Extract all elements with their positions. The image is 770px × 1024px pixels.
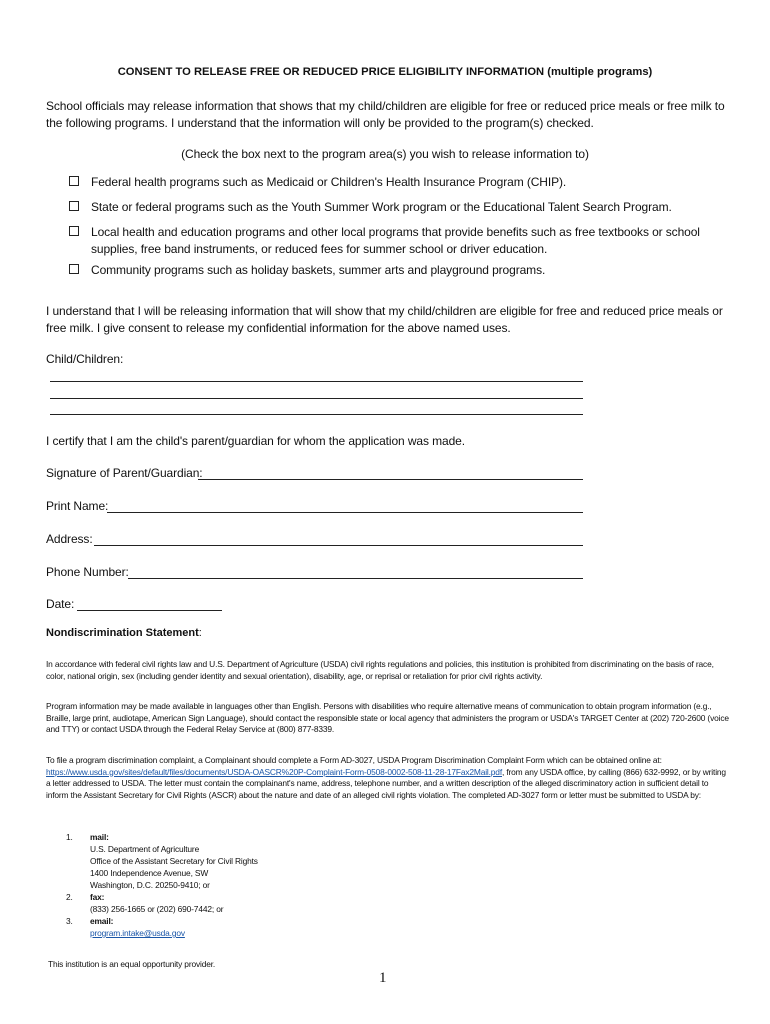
complaint-text-a: To file a program discrimination complaint, a Complainant should complete a Form AD-3027, USDA Program Discrimination Complaint Form which can be obtained online at: (46, 755, 662, 765)
print-name-label: Print Name: (46, 499, 109, 513)
fax-numbers: (833) 256-1665 or (202) 690-7442; or (90, 904, 224, 914)
address-label: Address: (46, 532, 93, 546)
print-name-field[interactable] (107, 512, 583, 513)
list-label-mail: mail: (90, 832, 109, 842)
complaint-text-b: , from any USDA office, by calling (866) 632-9992, or by writing a letter addressed to USDA. The letter must contain the complainant's name, address, telephone number, and a written description of the alleged discriminatory action in sufficient detail to inform the Assistant Secretary for Civil Rights (ASCR) about the nature and date of an alleged civil rights violation. The completed AD-3027 form or letter must be submitted to USDA by: (46, 766, 726, 800)
children-line-1[interactable] (50, 381, 583, 382)
checkbox-state-federal[interactable] (69, 201, 79, 211)
nondiscrimination-heading (46, 627, 202, 639)
complaint-form-link[interactable]: https://www.usda.gov/sites/default/files/documents/USDA-OASCR%20P-Complaint-Form-0508-0002-508-11-28-17Fax2Mail.pdf (46, 766, 502, 777)
checkbox-federal-health[interactable] (69, 176, 79, 186)
mail-line-2: Office of the Assistant Secretary for Civil Rights (90, 856, 258, 866)
phone-field[interactable] (128, 578, 583, 579)
email-link[interactable]: program.intake@usda.gov (90, 928, 185, 938)
signature-label: Signature of Parent/Guardian: (46, 466, 203, 480)
children-label: Child/Children: (46, 352, 124, 366)
certify-statement: I certify that I am the child's parent/guardian for whom the application was made. (46, 434, 465, 448)
program-federal-health: Federal health programs such as Medicaid or Children's Health Insurance Program (CHIP). (91, 175, 567, 189)
list-num-2: 2. (66, 892, 73, 902)
nondiscrimination-paragraph-2: Program information may be made available in languages other than English. Persons with disabilities who require alternative means of communication to obtain program information (e.g., Braille, large print, audiotape, American Sign Language), should contact the responsible state or local agency that administers the program or USDA's TARGET Center at (202) 720-2600 (voice and TTY) or contact USDA through the Federal Relay Service at (800) 877-8339. (46, 701, 729, 735)
date-label: Date: (46, 597, 75, 611)
mail-line-1: U.S. Department of Agriculture (90, 844, 200, 854)
date-field[interactable] (77, 610, 222, 611)
form-title: CONSENT TO RELEASE FREE OR REDUCED PRICE ELIGIBILITY INFORMATION (multiple programs) (117, 66, 653, 78)
checkbox-community[interactable] (69, 264, 79, 274)
page-number: 1 (379, 970, 387, 986)
program-state-federal: State or federal programs such as the Youth Summer Work program or the Educational Talent Search Program. (91, 200, 672, 214)
program-local-health-education: Local health and education programs and other local programs that provide benefits such as free textbooks or school supplies, free band instruments, or reduced fees for summer school or driver education. (91, 225, 700, 256)
address-field[interactable] (94, 545, 583, 546)
instruction-text: (Check the box next to the program area(s) you wish to release information to) (181, 147, 589, 161)
intro-paragraph: School officials may release information that shows that my child/children are eligible for free or reduced price meals or free milk to the following programs. I understand that the information will only be provided to the program(s) checked. (46, 99, 725, 130)
children-line-3[interactable] (50, 414, 583, 415)
nondiscrimination-heading-text: Nondiscrimination Statement (46, 627, 199, 639)
program-community: Community programs such as holiday baskets, summer arts and playground programs. (91, 263, 546, 277)
signature-field[interactable] (198, 479, 583, 480)
nondiscrimination-paragraph-1: In accordance with federal civil rights law and U.S. Department of Agriculture (USDA) civil rights regulations and policies, this institution is prohibited from discriminating on the basis of race, color, national origin, sex (including gender identity and sexual orientation), disability, age, or reprisal or retaliation for prior civil rights activity. (46, 659, 714, 681)
nondiscrimination-heading-colon: : (198, 627, 202, 639)
list-num-3: 3. (66, 916, 73, 926)
mail-line-3: 1400 Independence Avenue, SW (90, 868, 209, 878)
equal-opportunity-statement: This institution is an equal opportunity provider. (48, 959, 216, 969)
list-label-fax: fax: (90, 892, 105, 902)
phone-label: Phone Number: (46, 565, 129, 579)
checkbox-local-health-education[interactable] (69, 226, 79, 236)
mail-line-4: Washington, D.C. 20250-9410; or (90, 880, 210, 890)
children-line-2[interactable] (50, 398, 583, 399)
consent-paragraph: I understand that I will be releasing information that will show that my child/children are eligible for free and reduced price meals or free milk. I give consent to release my confidential information for the above named uses. (46, 304, 723, 335)
list-num-1: 1. (66, 832, 73, 842)
nondiscrimination-paragraph-3 (46, 755, 730, 801)
list-label-email: email: (90, 916, 114, 926)
